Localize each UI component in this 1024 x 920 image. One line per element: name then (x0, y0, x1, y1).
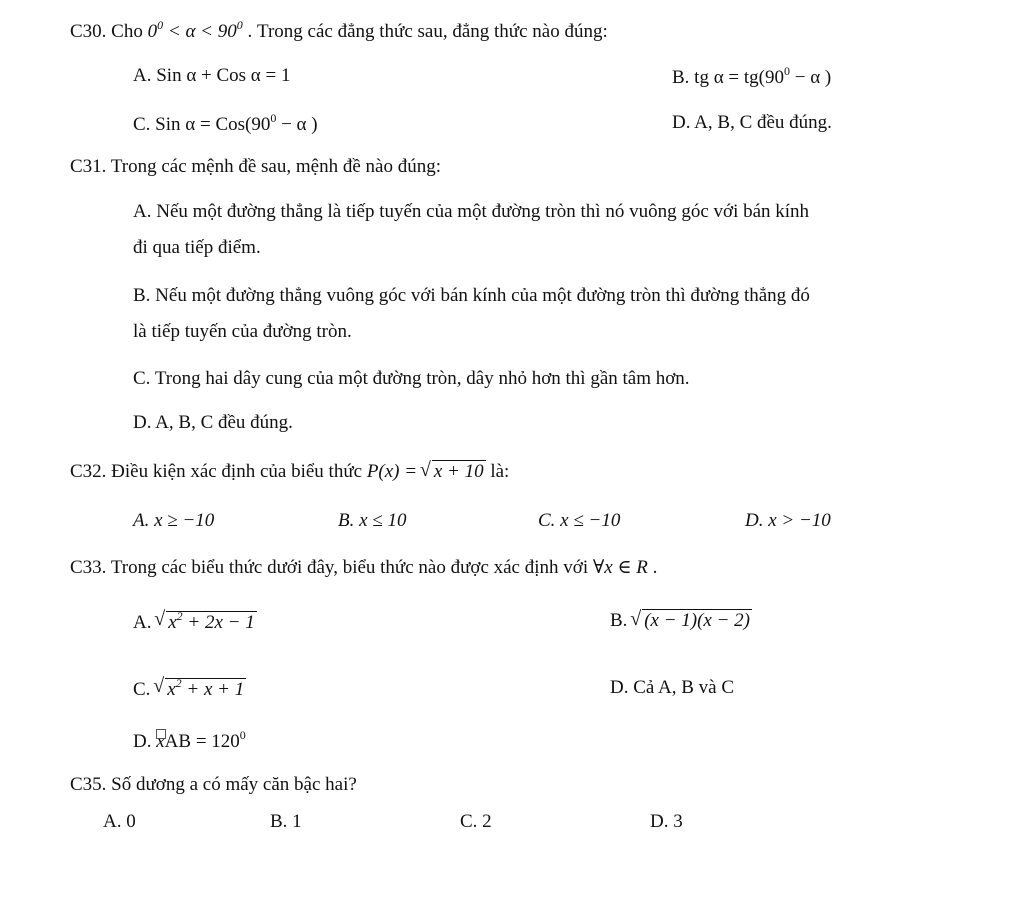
option-c31-a-line1: A. Nếu một đường thẳng là tiếp tuyến của một đường tròn thì nó vuông góc với bán kính (133, 201, 810, 222)
angle-symbol: x (156, 731, 165, 752)
question-c32-label: C32. Điều kiện xác định của biểu thức (70, 461, 363, 482)
question-c33: C33. Trong các biểu thức dưới đây, biểu thức nào được xác định với ∀x ∈ R . (70, 557, 658, 578)
missing-glyph-icon (156, 729, 166, 739)
question-c32: C32. Điều kiện xác định của biểu thức P(x) = √ x + 10 là: (70, 461, 509, 483)
option-c30-a: A. Sin α + Cos α = 1 (133, 65, 291, 86)
option-c33-d: D. Cả A, B và C (610, 677, 735, 698)
option-c31-d: D. A, B, C đều đúng. (133, 412, 293, 433)
question-c30-condition: $0^0 < \alpha < 90^0$ (147, 18, 243, 42)
question-c30-text: . Trong các đẳng thức sau, đẳng thức nào đúng: (247, 21, 608, 42)
option-c31-b-line1: B. Nếu một đường thẳng vuông góc với bán kính của một đường tròn thì đường thẳng đó (133, 285, 810, 306)
question-c30-label: C30. Cho (70, 21, 143, 42)
option-c32-a: A. x ≥ −10 (133, 510, 215, 531)
option-c32-b: B. x ≤ 10 (338, 510, 407, 531)
option-c33-a: A. √ $x^2 + 2x - 1$ (133, 610, 257, 634)
question-c32-expression: P(x) = √ x + 10 (367, 461, 491, 482)
question-c30 (70, 19, 608, 43)
option-d-angle: D. xAB = $120^0$ (133, 728, 246, 752)
option-c35-d: D. 3 (650, 811, 683, 832)
option-c33-c: C. √ $x^2 + x + 1$ (133, 677, 246, 701)
option-c30-c: C. Sin $\alpha = Cos(90^0 - \alpha$ ) (133, 111, 318, 135)
question-c33-forall: ∀x ∈ R (592, 557, 648, 578)
option-c32-c: C. x ≤ −10 (538, 510, 621, 531)
option-c35-a: A. 0 (103, 811, 136, 832)
option-c30-d: D. A, B, C đều đúng. (672, 112, 832, 133)
option-c35-c: C. 2 (460, 811, 492, 832)
option-c30-b: B. tg $\alpha = tg(90^0 - \alpha$ ) (672, 64, 832, 88)
option-c31-c: C. Trong hai dây cung của một đường tròn, dây nhỏ hơn thì gần tâm hơn. (133, 368, 690, 389)
option-c33-b: B. √ (x − 1)(x − 2) (610, 610, 752, 632)
question-c31-label: C31. Trong các mệnh đề sau, mệnh đề nào đúng: (70, 156, 441, 177)
option-c31-a-line2: đi qua tiếp điểm. (133, 237, 261, 258)
option-c31-b-line2: là tiếp tuyến của đường tròn. (133, 321, 352, 342)
option-c32-d: D. x > −10 (745, 510, 831, 531)
question-c35-label: C35. Số dương a có mấy căn bậc hai? (70, 774, 357, 795)
option-c35-b: B. 1 (270, 811, 302, 832)
question-c33-label: C33. Trong các biểu thức dưới đây, biểu thức nào được xác định với (70, 557, 589, 578)
